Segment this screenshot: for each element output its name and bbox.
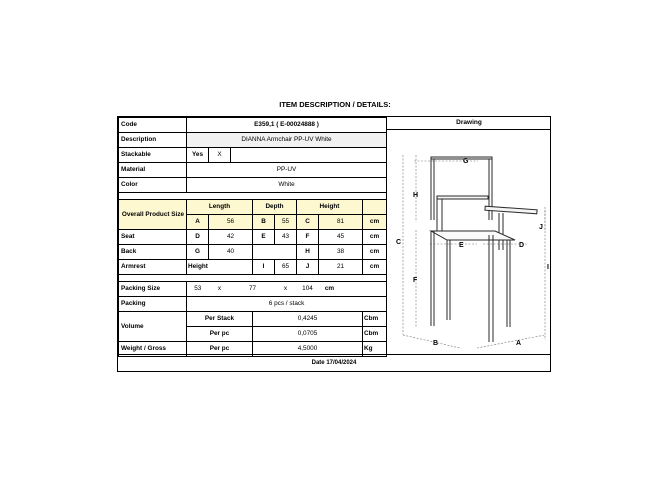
seat-d-value: 42 (209, 230, 253, 245)
armrest-label: Armrest (119, 260, 187, 275)
dim-i-letter: I (547, 264, 549, 271)
stackable-label: Stackable (119, 148, 187, 163)
page-title: ITEM DESCRIPTION / DETAILS: (279, 100, 391, 109)
date-footer: Date 17/04/2024 (118, 354, 550, 372)
armrest-row (119, 260, 387, 275)
height-header: Height (297, 200, 363, 215)
back-unit: cm (363, 245, 387, 260)
overall-b-letter: B (253, 215, 275, 230)
weight-label: Weight / Gross (119, 342, 187, 357)
color-value: White (187, 178, 387, 193)
dim-e-letter: E (459, 242, 464, 249)
packing-size-length: 53 (187, 282, 209, 297)
overall-c-letter: C (297, 215, 319, 230)
volume-per-pc-unit: Cbm (363, 327, 387, 342)
packing-value: 6 pcs / stack (187, 297, 387, 312)
spacer-row-2 (119, 275, 387, 282)
armchair-drawing (387, 130, 551, 352)
packing-size-row (119, 282, 387, 297)
seat-d-letter: D (187, 230, 209, 245)
armrest-i-value: 65 (275, 260, 297, 275)
armrest-i-letter: I (253, 260, 275, 275)
seat-unit: cm (363, 230, 387, 245)
overall-b-value: 55 (275, 215, 297, 230)
dim-a-letter: A (516, 340, 522, 347)
stackable-row (119, 148, 387, 163)
description-value: DIANNA Armchair PP-UV White (187, 133, 387, 148)
per-stack-label: Per Stack (187, 312, 253, 327)
dim-c-letter: C (396, 239, 402, 246)
seat-label: Seat (119, 230, 187, 245)
packing-size-x1: x (209, 282, 231, 297)
back-g-value: 40 (209, 245, 253, 260)
armrest-unit: cm (363, 260, 387, 275)
color-label: Color (119, 178, 187, 193)
description-row (119, 133, 387, 148)
description-label: Description (119, 133, 187, 148)
seat-e-letter: E (253, 230, 275, 245)
stackable-empty (231, 148, 387, 163)
packing-size-label: Packing Size (119, 282, 187, 297)
material-label: Material (119, 163, 187, 178)
dim-g-letter: G (463, 158, 469, 165)
seat-row (119, 230, 387, 245)
dim-j-letter: J (539, 224, 543, 231)
packing-size-empty (341, 282, 387, 297)
back-g-letter: G (187, 245, 209, 260)
weight-unit: Kg (363, 342, 387, 357)
back-empty (253, 245, 297, 260)
armrest-height-label: Height (187, 260, 253, 275)
overall-a-value: 56 (209, 215, 253, 230)
size-header-blank (363, 200, 387, 215)
seat-e-value: 43 (275, 230, 297, 245)
overall-c-value: 81 (319, 215, 363, 230)
dim-b-letter: B (433, 340, 439, 347)
material-row (119, 163, 387, 178)
dim-f-letter: F (413, 277, 418, 284)
volume-row-1 (119, 312, 387, 327)
overall-unit: cm (363, 215, 387, 230)
volume-per-pc-value: 0,0705 (253, 327, 363, 342)
armrest-j-letter: J (297, 260, 319, 275)
armrest-j-value: 21 (319, 260, 363, 275)
depth-header: Depth (253, 200, 297, 215)
chair-frame (431, 157, 537, 342)
packing-size-height: 104 (297, 282, 319, 297)
stackable-mark: X (209, 148, 231, 163)
code-value: E359,1 ( E-00024888 ) (187, 118, 387, 133)
code-label: Code (119, 118, 187, 133)
packing-row (119, 297, 387, 312)
length-header: Length (187, 200, 253, 215)
overall-a-letter: A (187, 215, 209, 230)
packing-size-x2: x (275, 282, 297, 297)
dim-h-letter: H (413, 192, 419, 199)
per-stack-value: 0,4245 (253, 312, 363, 327)
item-details-sheet (117, 116, 551, 372)
color-row (119, 178, 387, 193)
details-table (118, 117, 387, 357)
material-value: PP-UV (187, 163, 387, 178)
back-label: Back (119, 245, 187, 260)
packing-size-unit: cm (319, 282, 341, 297)
size-header-row (119, 200, 387, 215)
spacer-row (119, 193, 387, 200)
dimension-lines (403, 155, 545, 348)
back-h-letter: H (297, 245, 319, 260)
code-row (119, 118, 387, 133)
seat-f-letter: F (297, 230, 319, 245)
per-stack-unit: Cbm (363, 312, 387, 327)
back-row (119, 245, 387, 260)
packing-size-width: 77 (231, 282, 275, 297)
overall-size-label: Overall Product Size (119, 200, 187, 230)
volume-label: Volume (119, 312, 187, 342)
weight-value: 4,5000 (253, 342, 363, 357)
drawing-title: Drawing (387, 117, 551, 130)
volume-per-pc-label: Per pc (187, 327, 253, 342)
back-h-value: 38 (319, 245, 363, 260)
dim-d-letter: D (519, 242, 525, 249)
seat-f-value: 45 (319, 230, 363, 245)
stackable-yes: Yes (187, 148, 209, 163)
weight-per-pc-label: Per pc (187, 342, 253, 357)
drawing-panel (386, 117, 551, 354)
packing-label: Packing (119, 297, 187, 312)
